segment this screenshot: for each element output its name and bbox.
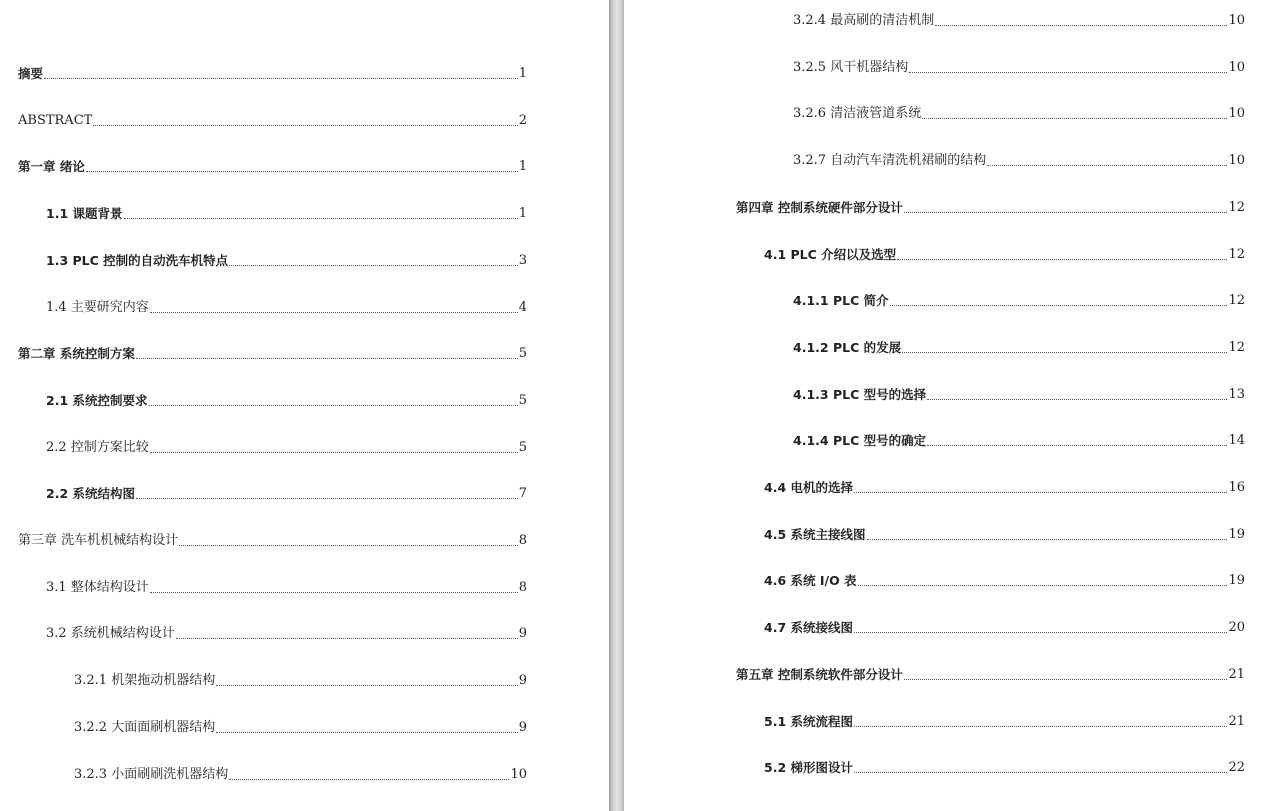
toc-page-number: 1	[518, 159, 527, 175]
toc-entry-label: 4.1.4 PLC 型号的确定	[793, 433, 927, 449]
toc-dot-leader	[136, 498, 518, 499]
toc-entry-label: 2.2 控制方案比较	[46, 439, 149, 455]
toc-dot-leader	[927, 399, 1227, 400]
toc-entry-label: 4.1.3 PLC 型号的选择	[793, 386, 927, 402]
toc-entry-label: 第四章 控制系统硬件部分设计	[736, 199, 903, 215]
toc-entry-label: 3.2.4 最高刷的清洁机制	[793, 13, 935, 28]
toc-dot-leader	[179, 545, 518, 546]
toc-dot-leader	[216, 732, 518, 733]
toc-page-number: 12	[1228, 293, 1245, 309]
toc-dot-leader	[854, 632, 1227, 633]
toc-entry-label: 4.7 系统接线图	[764, 620, 853, 636]
toc-entry[interactable]	[18, 66, 527, 82]
toc-page-number: 8	[518, 533, 527, 548]
toc-entry[interactable]	[793, 387, 1245, 403]
toc-entry-label: 第二章 系统控制方案	[18, 346, 135, 362]
toc-entry-label: 1.4 主要研究内容	[46, 299, 149, 315]
toc-entry[interactable]	[46, 300, 527, 316]
page-separator	[609, 0, 624, 811]
toc-entry[interactable]	[18, 533, 527, 549]
toc-dot-leader	[150, 312, 518, 313]
toc-page-number: 3	[518, 252, 527, 268]
toc-entry[interactable]	[793, 13, 1245, 29]
toc-dot-leader	[987, 165, 1227, 166]
toc-dot-leader	[904, 679, 1228, 680]
toc-entry[interactable]	[46, 393, 527, 409]
toc-entry-label: 3.2.2 大面面刷机器结构	[74, 719, 216, 735]
toc-entry-label: 3.2.5 风干机器结构	[793, 59, 909, 75]
toc-page-number: 9	[518, 719, 527, 735]
toc-page-number: 2	[518, 112, 527, 128]
toc-page-number: 10	[1228, 13, 1245, 28]
toc-entry[interactable]	[46, 253, 527, 269]
toc-entry-label: 3.2.6 清洁液管道系统	[793, 106, 922, 122]
toc-page-number: 1	[518, 66, 527, 81]
toc-entry-label: 4.4 电机的选择	[764, 480, 853, 495]
toc-entry[interactable]	[793, 433, 1245, 449]
toc-page-number: 5	[518, 346, 527, 362]
toc-page-number: 10	[1228, 106, 1245, 122]
toc-page-number: 9	[518, 673, 527, 689]
toc-page-number: 21	[1228, 713, 1245, 729]
toc-page-number: 12	[1228, 339, 1245, 355]
toc-page-number: 1	[518, 206, 527, 222]
toc-entry[interactable]	[18, 113, 527, 129]
toc-entry[interactable]	[764, 714, 1245, 730]
toc-entry-label: 1.3 PLC 控制的自动洗车机特点	[46, 252, 229, 268]
toc-entry-label: 第三章 洗车机机械结构设计	[18, 533, 179, 548]
toc-entry-label: 4.6 系统 I/O 表	[764, 573, 857, 589]
toc-entry-label: 1.1 课题背景	[46, 206, 123, 222]
toc-entry[interactable]	[764, 527, 1245, 543]
toc-dot-leader	[897, 259, 1227, 260]
toc-page-number: 4	[518, 299, 527, 315]
toc-entry[interactable]	[18, 159, 527, 175]
toc-page-number: 8	[518, 579, 527, 595]
toc-page-number: 21	[1228, 666, 1245, 682]
toc-dot-leader	[150, 592, 518, 593]
toc-entry[interactable]	[764, 480, 1245, 496]
toc-entry-label: 3.2.1 机架拖动机器结构	[74, 673, 216, 689]
toc-dot-leader	[124, 218, 518, 219]
toc-page-number: 22	[1228, 760, 1245, 776]
toc-entry[interactable]	[793, 153, 1245, 169]
toc-dot-leader	[44, 78, 518, 79]
toc-entry-label: 第五章 控制系统软件部分设计	[736, 666, 903, 682]
toc-dot-leader	[927, 445, 1227, 446]
toc-entry-label: 4.1 PLC 介绍以及选型	[764, 246, 897, 262]
toc-entry[interactable]	[736, 200, 1245, 216]
toc-entry[interactable]	[46, 440, 527, 456]
toc-entry[interactable]	[74, 720, 527, 736]
toc-page-number: 10	[1228, 59, 1245, 75]
toc-entry[interactable]	[764, 573, 1245, 589]
toc-page-number: 14	[1228, 433, 1245, 449]
toc-entry-label: 2.2 系统结构图	[46, 486, 135, 502]
toc-entry[interactable]	[46, 626, 527, 642]
toc-entry-label: 3.2 系统机械结构设计	[46, 626, 175, 642]
toc-entry[interactable]	[793, 106, 1245, 122]
toc-dot-leader	[854, 772, 1227, 773]
toc-entry-label: 3.2.7 自动汽车清洗机裙刷的结构	[793, 153, 987, 169]
toc-page-number: 12	[1228, 199, 1245, 215]
toc-page-number: 10	[1228, 153, 1245, 169]
toc-entry-label: 4.1.2 PLC 的发展	[793, 339, 902, 355]
toc-entry[interactable]	[46, 580, 527, 596]
toc-dot-leader	[890, 305, 1228, 306]
toc-dot-leader	[229, 779, 509, 780]
toc-entry[interactable]	[74, 673, 527, 689]
toc-entry-label: 摘要	[18, 66, 44, 81]
toc-entry-label: 3.1 整体结构设计	[46, 579, 149, 595]
toc-page-number: 12	[1228, 246, 1245, 262]
toc-dot-leader	[149, 405, 518, 406]
toc-page-number: 19	[1228, 573, 1245, 589]
toc-dot-leader	[902, 352, 1227, 353]
toc-page-left	[0, 0, 609, 811]
toc-entry[interactable]	[46, 486, 527, 502]
toc-dot-leader	[150, 452, 518, 453]
toc-entry[interactable]	[736, 667, 1245, 683]
toc-dot-leader	[909, 72, 1227, 73]
toc-dot-leader	[86, 171, 518, 172]
toc-page-number: 19	[1228, 526, 1245, 542]
toc-dot-leader	[216, 685, 518, 686]
toc-dot-leader	[854, 726, 1227, 727]
toc-entry-label: 2.1 系统控制要求	[46, 392, 148, 408]
toc-dot-leader	[93, 125, 517, 126]
toc-page-number: 13	[1228, 386, 1245, 402]
toc-dot-leader	[922, 118, 1227, 119]
toc-dot-leader	[229, 265, 518, 266]
toc-entry[interactable]	[764, 760, 1245, 776]
toc-entry[interactable]	[764, 620, 1245, 636]
toc-entry-label: 5.1 系统流程图	[764, 713, 853, 729]
toc-entry[interactable]	[793, 293, 1245, 309]
toc-page-number: 10	[510, 766, 527, 782]
toc-entry[interactable]	[74, 767, 527, 783]
toc-entry-label: 4.5 系统主接线图	[764, 526, 866, 542]
toc-entry-label: ABSTRACT	[18, 112, 93, 128]
toc-page-number: 16	[1228, 480, 1245, 495]
toc-page-number: 7	[518, 486, 527, 502]
toc-dot-leader	[176, 638, 518, 639]
toc-dot-leader	[858, 585, 1228, 586]
toc-page-number: 20	[1228, 620, 1245, 636]
toc-entry[interactable]	[18, 346, 527, 362]
toc-dot-leader	[136, 358, 518, 359]
toc-entry[interactable]	[46, 206, 527, 222]
toc-entry-label: 5.2 梯形图设计	[764, 760, 853, 776]
toc-entry-label: 3.2.3 小面刷刷洗机器结构	[74, 766, 229, 782]
toc-entry[interactable]	[764, 247, 1245, 263]
toc-page-number: 5	[518, 439, 527, 455]
toc-page-right	[624, 0, 1284, 811]
toc-entry[interactable]	[793, 340, 1245, 356]
toc-entry[interactable]	[793, 60, 1245, 76]
toc-dot-leader	[867, 539, 1228, 540]
toc-dot-leader	[904, 212, 1228, 213]
toc-entry-label: 4.1.1 PLC 简介	[793, 293, 889, 309]
toc-dot-leader	[854, 492, 1227, 493]
toc-page-number: 9	[518, 626, 527, 642]
toc-entry-label: 第一章 绪论	[18, 159, 85, 175]
toc-page-number: 5	[518, 392, 527, 408]
toc-dot-leader	[935, 25, 1227, 26]
